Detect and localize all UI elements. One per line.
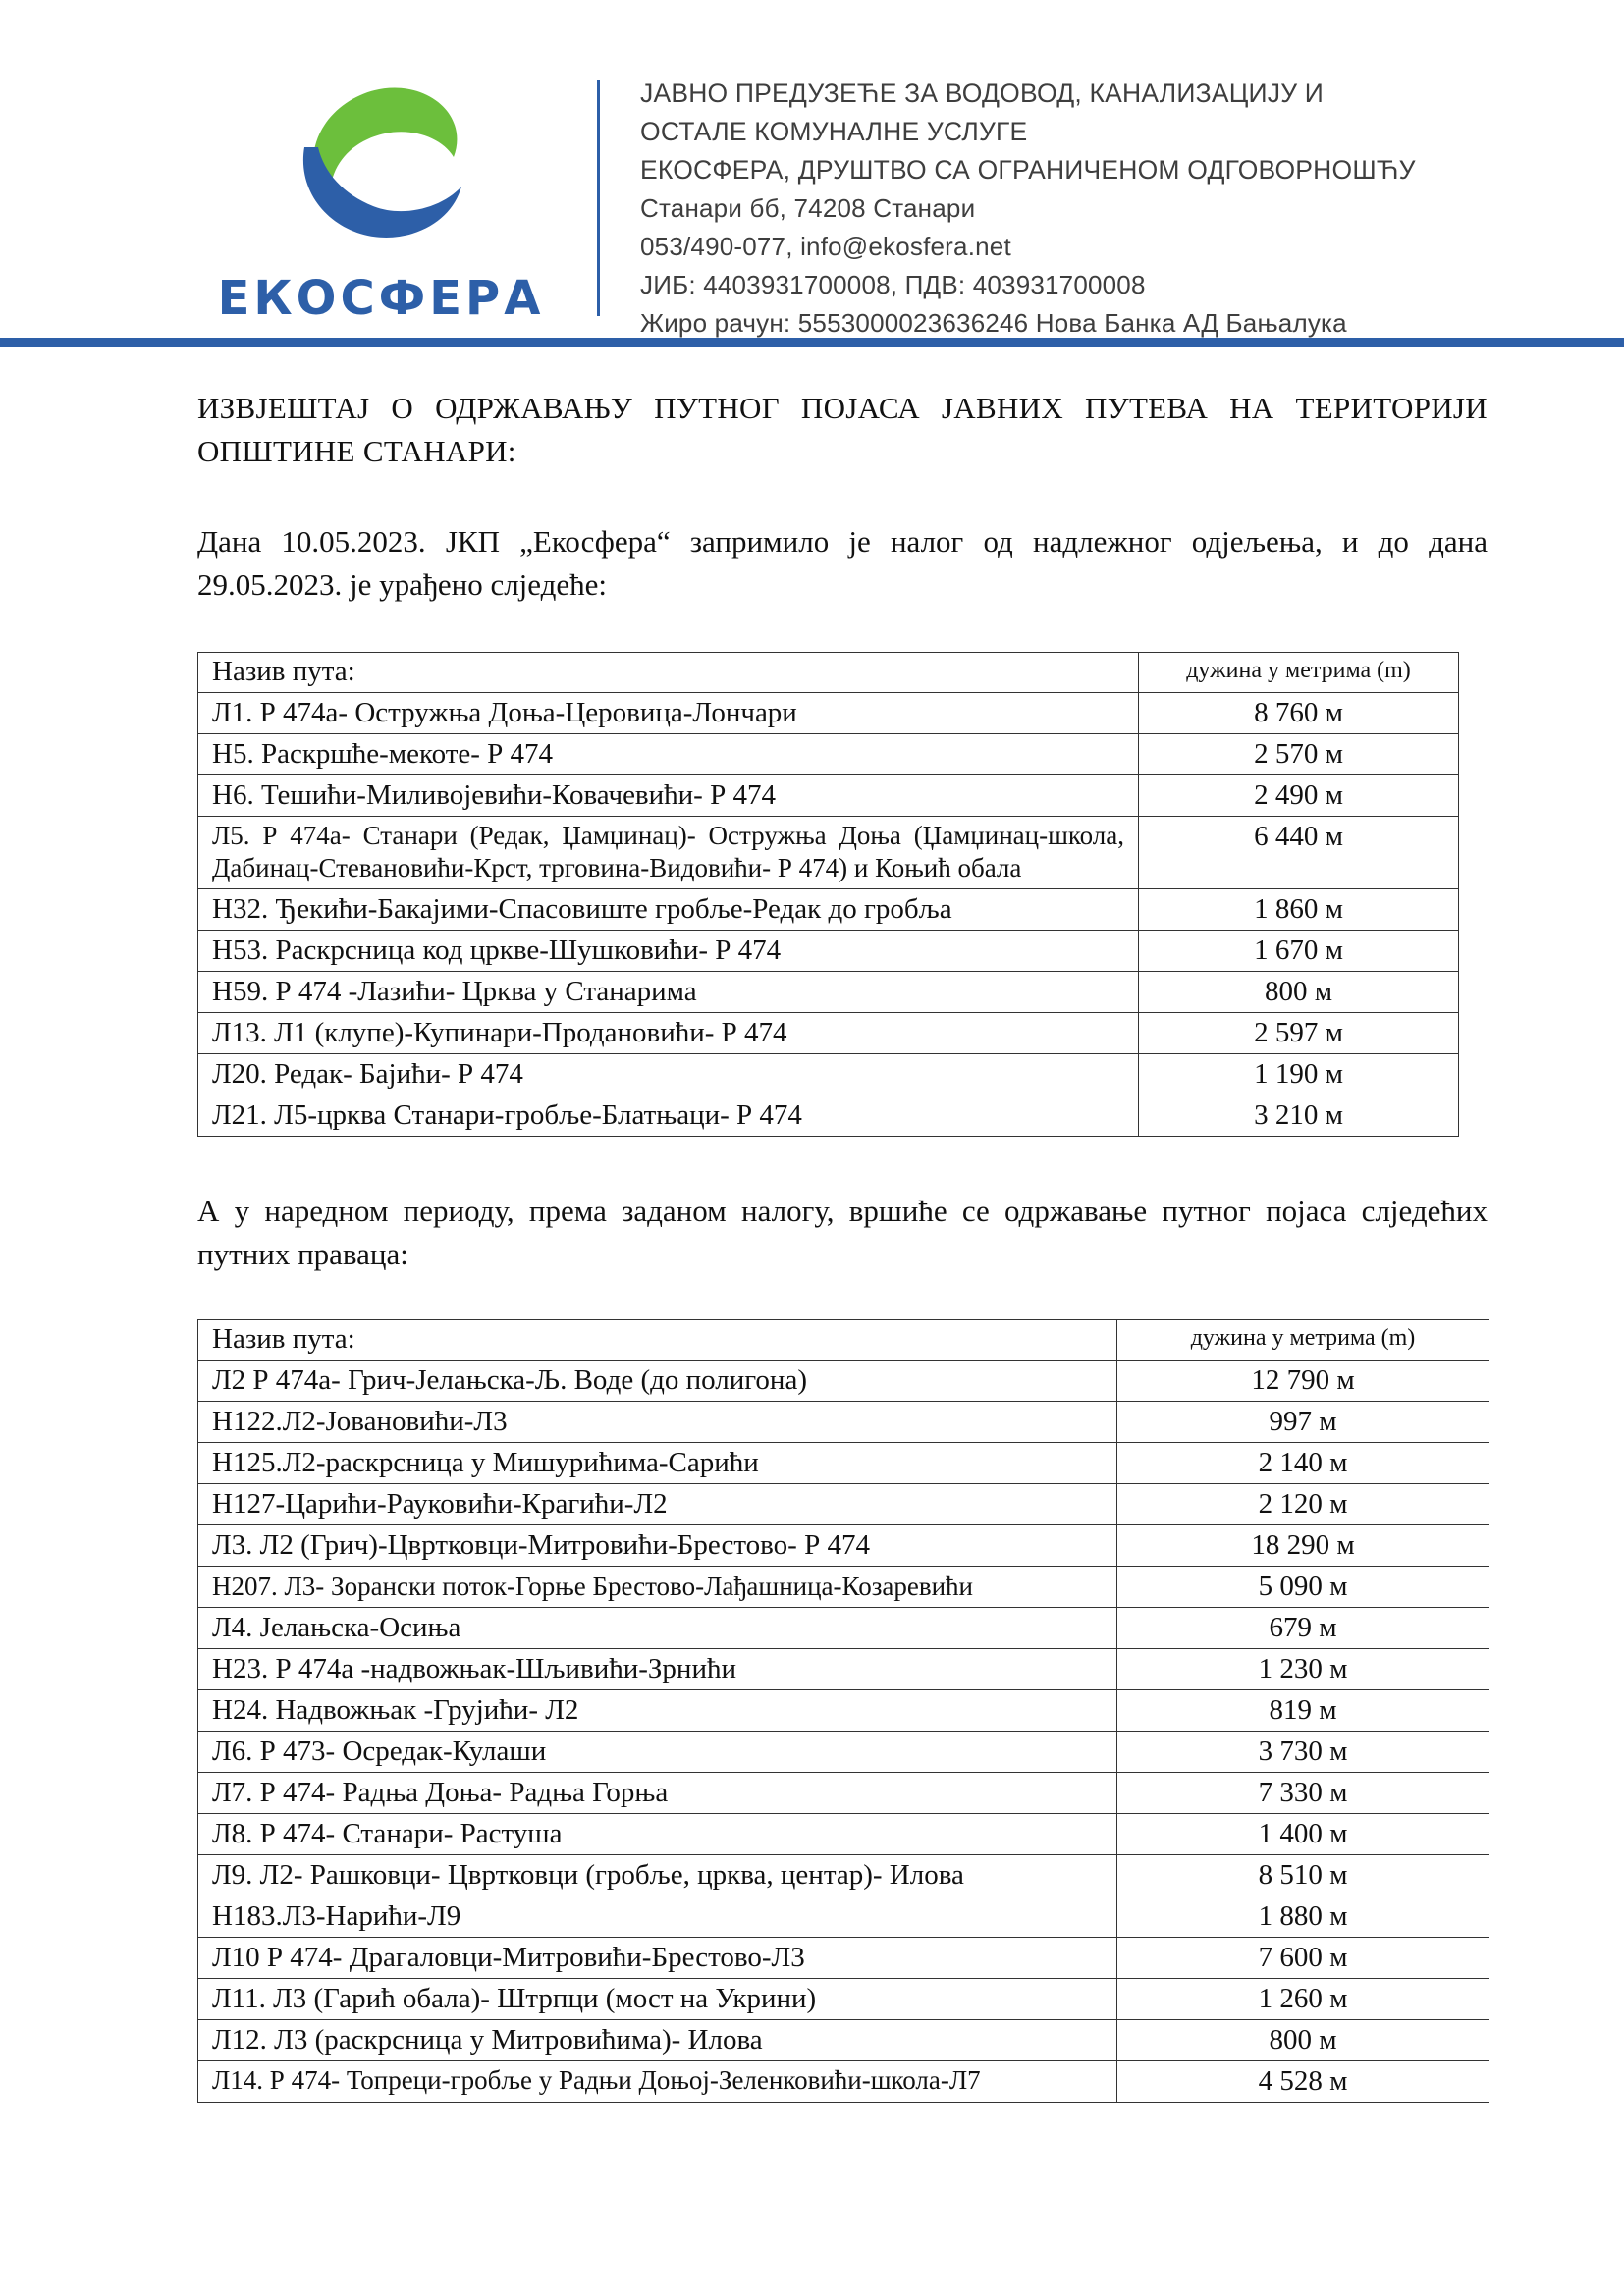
road-name: Л9. Л2- Рашковци- Цвртковци (гробље, црква, центар)- Илова [198,1855,1117,1896]
road-length: 8 510 м [1117,1855,1489,1896]
table-row [198,1938,1489,1979]
road-length: 1 230 м [1117,1649,1489,1690]
road-length: 6 440 м [1139,817,1459,889]
road-length: 1 190 м [1139,1054,1459,1095]
road-length: 3 730 м [1117,1732,1489,1773]
road-name: Л13. Л1 (клупе)-Купинари-Продановићи- Р 474 [198,1013,1139,1054]
planned-roads-table [197,1319,1489,2103]
road-length: 800 м [1139,972,1459,1013]
table-row [198,1361,1489,1402]
table-row [198,1773,1489,1814]
table-row [198,1402,1489,1443]
road-name: Н23. Р 474а -надвожњак-Шљивићи-Зрнићи [198,1649,1117,1690]
table-row [198,734,1459,775]
road-name: Л6. Р 473- Осредак-Кулаши [198,1732,1117,1773]
road-name: Л14. Р 474- Топреци-гробље у Радњи Доњој-Зеленковићи-школа-Л7 [198,2061,1117,2103]
road-length: 2 120 м [1117,1484,1489,1525]
road-name: Л20. Редак- Бајићи- Р 474 [198,1054,1139,1095]
table-row [198,1054,1459,1095]
table-row [198,1567,1489,1608]
ekosfera-logo-icon [295,79,467,245]
company-logo [214,79,548,334]
road-name: Л4. Јелањска-Осиња [198,1608,1117,1649]
header-length: дужина у метрима (m) [1139,653,1459,693]
completed-roads-table [197,652,1459,1137]
road-length: 2 140 м [1117,1443,1489,1484]
road-name: Н59. Р 474 -Лазићи- Црква у Станарима [198,972,1139,1013]
table-row [198,1855,1489,1896]
table-row [198,1732,1489,1773]
road-name: Л8. Р 474- Станари- Растуша [198,1814,1117,1855]
table-row [198,931,1459,972]
table-row [198,1525,1489,1567]
table-row [198,1896,1489,1938]
road-length: 997 м [1117,1402,1489,1443]
table-row [198,1095,1459,1137]
road-length: 1 260 м [1117,1979,1489,2020]
road-name: Л12. Л3 (раскрсница у Митровићима)- Илова [198,2020,1117,2061]
road-length: 1 670 м [1139,931,1459,972]
header-rule [0,338,1624,347]
road-length: 2 597 м [1139,1013,1459,1054]
road-length: 8 760 м [1139,693,1459,734]
road-length: 18 290 м [1117,1525,1489,1567]
road-name: Л21. Л5-црква Станари-гробље-Блатњаци- Р 474 [198,1095,1139,1137]
company-name-line-2: ОСТАЛЕ КОМУНАЛНЕ УСЛУГЕ [640,117,1028,146]
table-row [198,2061,1489,2103]
road-name: Н32. Ђекићи-Бакајими-Спасовиште гробље-Редак до гробља [198,889,1139,931]
company-details [640,75,1583,343]
road-length: 2 570 м [1139,734,1459,775]
table-row [198,817,1459,889]
road-name: Н24. Надвожњак -Грујићи- Л2 [198,1690,1117,1732]
company-bank-account: Жиро рачун: 5553000023636246 Нова Банка АД Бањалука [640,308,1347,338]
road-length: 1 860 м [1139,889,1459,931]
table-row [198,1608,1489,1649]
company-address: Станари бб, 74208 Станари [640,193,976,223]
road-name: Н127-Царићи-Рауковићи-Крагићи-Л2 [198,1484,1117,1525]
intro-paragraph: Дана 10.05.2023. ЈКП „Екосфера“ запримило је налог од надлежног одјељења, и до дана 29.05.2023. је урађено слједеће: [197,524,1488,602]
road-length: 4 528 м [1117,2061,1489,2103]
company-tax-ids: ЈИБ: 4403931700008, ПДВ: 403931700008 [640,270,1146,299]
letterhead-divider [597,80,600,316]
table-row [198,1013,1459,1054]
road-name: Л5. Р 474а- Станари (Редак, Џамџинац)- Остружња Доња (Џамџинац-школа, Дабинац-Стевановићи-Крст, трговина-Видовићи- Р 474) и Коњић обала [198,817,1139,889]
road-name: Н5. Раскршће-мекоте- Р 474 [198,734,1139,775]
table-row [198,1443,1489,1484]
road-length: 800 м [1117,2020,1489,2061]
report-title: ИЗВЈЕШТАЈ О ОДРЖАВАЊУ ПУТНОГ ПОЈАСА ЈАВНИХ ПУТЕВА НА ТЕРИТОРИЈИ ОПШТИНЕ СТАНАРИ: [197,391,1488,468]
road-length: 7 600 м [1117,1938,1489,1979]
table-row [198,2020,1489,2061]
road-name: Н6. Тешићи-Миливојевићи-Ковачевићи- Р 474 [198,775,1139,817]
road-length: 679 м [1117,1608,1489,1649]
road-name: Л2 Р 474а- Грич-Јелањска-Љ. Воде (до полигона) [198,1361,1117,1402]
table-row [198,1690,1489,1732]
road-name: Л10 Р 474- Драгаловци-Митровићи-Брестово-Л3 [198,1938,1117,1979]
company-contact: 053/490-077, info@ekosfera.net [640,232,1011,261]
table-header-row [198,653,1459,693]
road-name: Л1. Р 474а- Остружња Доња-Церовица-Лончари [198,693,1139,734]
table-row [198,1649,1489,1690]
header-length: дужина у метрима (m) [1117,1320,1489,1361]
brand-wordmark: ЕКОСФЕРА [217,271,545,326]
road-name: Л3. Л2 (Грич)-Цвртковци-Митровићи-Брестово- Р 474 [198,1525,1117,1567]
road-name: Н53. Раскрсница код цркве-Шушковићи- Р 474 [198,931,1139,972]
table-row [198,775,1459,817]
road-name: Л7. Р 474- Радња Доња- Радња Горња [198,1773,1117,1814]
road-name: Н183.Л3-Нарићи-Л9 [198,1896,1117,1938]
table-row [198,693,1459,734]
road-name: Н122.Л2-Јовановићи-Л3 [198,1402,1117,1443]
road-name: Н207. Л3- Зорански поток-Горње Брестово-Лађашница-Козаревићи [198,1567,1117,1608]
table-row [198,889,1459,931]
road-name: Л11. Л3 (Гарић обала)- Штрпци (мост на Укрини) [198,1979,1117,2020]
road-length: 2 490 м [1139,775,1459,817]
header-road-name: Назив пута: [198,653,1139,693]
table-row [198,1814,1489,1855]
road-name: Н125.Л2-раскрсница у Мишурићима-Сарићи [198,1443,1117,1484]
upcoming-paragraph: А у наредном периоду, према заданом налогу, вршиће се одржавање путног појаса слједећих путних праваца: [197,1194,1488,1271]
road-length: 7 330 м [1117,1773,1489,1814]
road-length: 5 090 м [1117,1567,1489,1608]
table-row [198,1979,1489,2020]
road-length: 1 400 м [1117,1814,1489,1855]
company-name-line-3: ЕКОСФЕРА, ДРУШТВО СА ОГРАНИЧЕНОМ ОДГОВОРНОШЋУ [640,155,1416,185]
table-header-row [198,1320,1489,1361]
company-name-line-1: ЈАВНО ПРЕДУЗЕЋЕ ЗА ВОДОВОД, КАНАЛИЗАЦИЈУ И [640,79,1325,108]
road-length: 12 790 м [1117,1361,1489,1402]
road-length: 1 880 м [1117,1896,1489,1938]
header-road-name: Назив пута: [198,1320,1117,1361]
road-length: 819 м [1117,1690,1489,1732]
table-row [198,1484,1489,1525]
table-row [198,972,1459,1013]
road-length: 3 210 м [1139,1095,1459,1137]
